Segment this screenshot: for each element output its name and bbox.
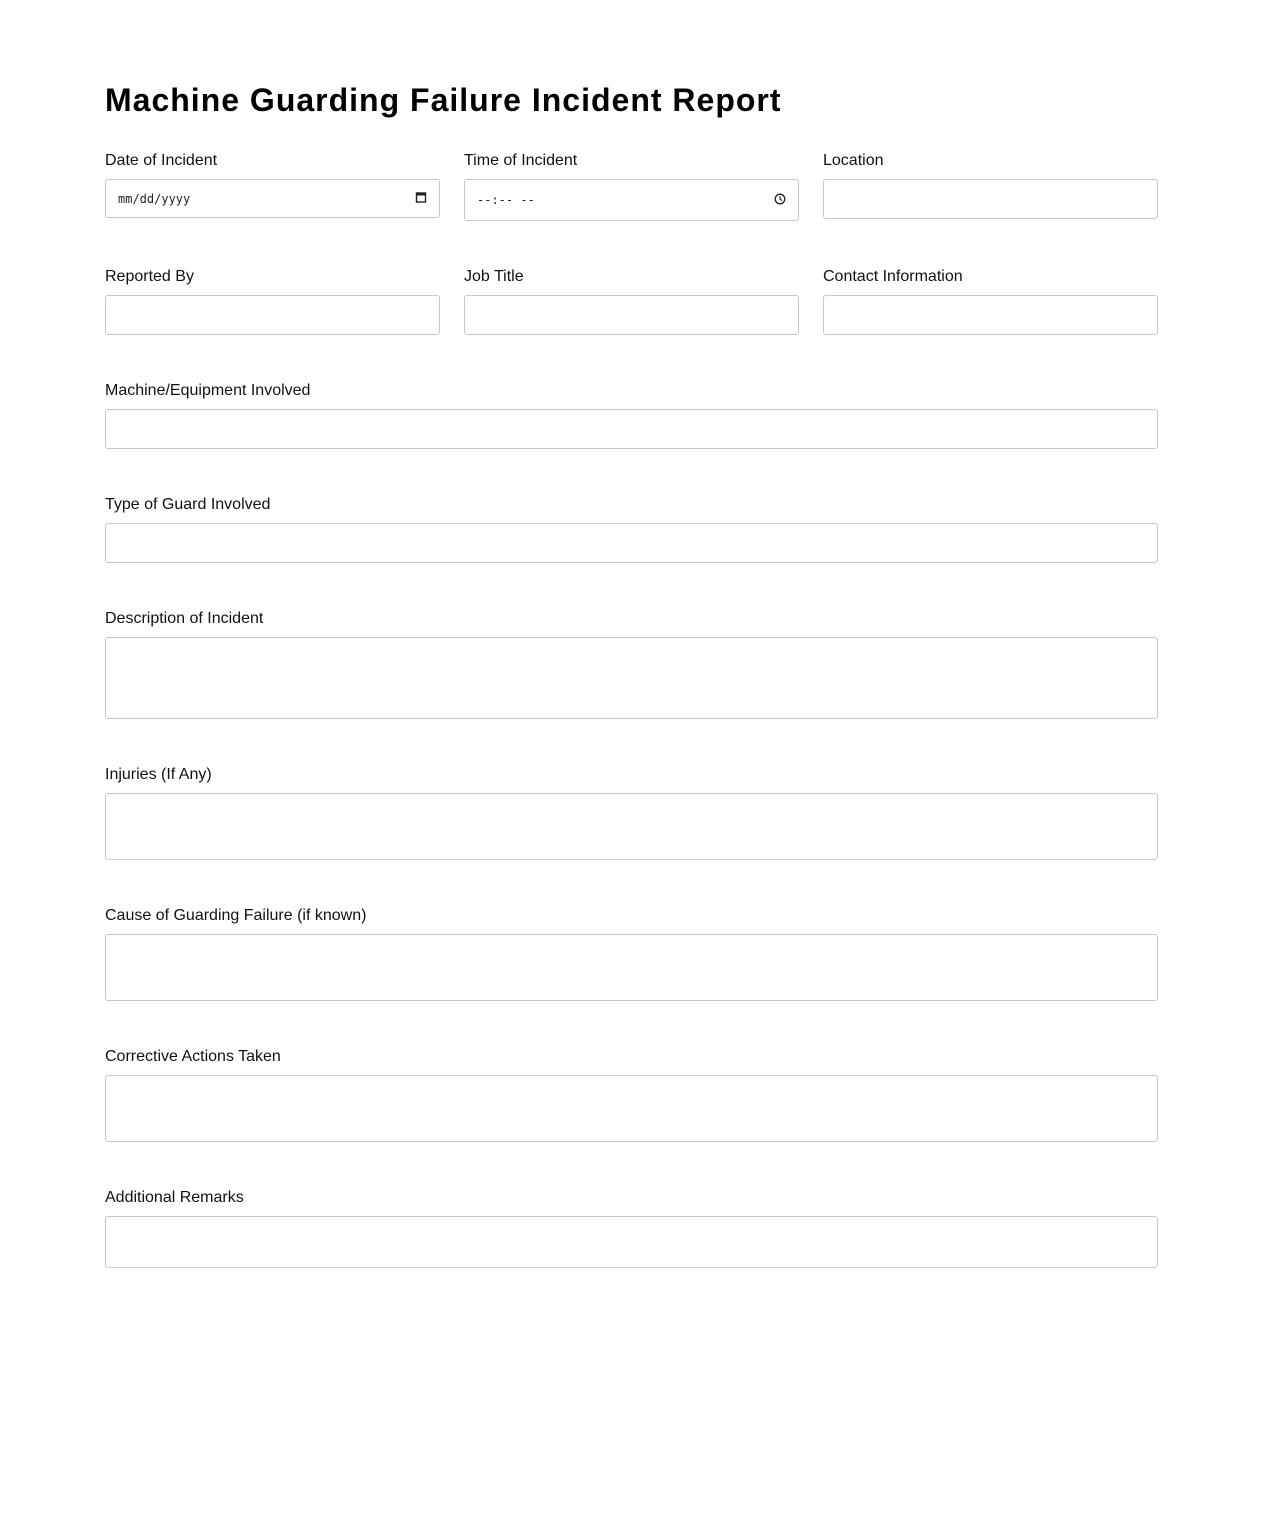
cause-textarea[interactable] <box>105 934 1158 1001</box>
corrective-textarea[interactable] <box>105 1075 1158 1142</box>
date-placeholder: mm/dd/yyyy <box>118 191 191 206</box>
time-input[interactable] <box>464 179 799 221</box>
job-title-input[interactable] <box>464 295 799 335</box>
page-title: Machine Guarding Failure Incident Report <box>105 82 782 118</box>
corrective-label: Corrective Actions Taken <box>105 1048 281 1065</box>
date-label: Date of Incident <box>105 152 218 169</box>
location-label: Location <box>823 152 884 169</box>
guard-type-input[interactable] <box>105 523 1158 563</box>
injuries-label: Injuries (If Any) <box>105 766 212 783</box>
description-textarea[interactable] <box>105 637 1158 719</box>
description-label: Description of Incident <box>105 610 264 627</box>
contact-label: Contact Information <box>823 268 963 285</box>
job-title-label: Job Title <box>464 268 524 285</box>
injuries-textarea[interactable] <box>105 793 1158 860</box>
reported-by-input[interactable] <box>105 295 440 335</box>
remarks-label: Additional Remarks <box>105 1189 244 1206</box>
location-input[interactable] <box>823 179 1158 219</box>
date-input[interactable] <box>105 179 440 218</box>
machine-label: Machine/Equipment Involved <box>105 382 311 399</box>
contact-input[interactable] <box>823 295 1158 335</box>
time-label: Time of Incident <box>464 152 578 169</box>
time-placeholder: --:-- -- <box>477 193 535 207</box>
cause-label: Cause of Guarding Failure (if known) <box>105 907 367 924</box>
machine-input[interactable] <box>105 409 1158 449</box>
reported-by-label: Reported By <box>105 268 194 285</box>
remarks-textarea[interactable] <box>105 1216 1158 1268</box>
calendar-icon[interactable] <box>415 191 427 206</box>
guard-type-label: Type of Guard Involved <box>105 496 271 513</box>
clock-icon[interactable] <box>774 193 786 208</box>
